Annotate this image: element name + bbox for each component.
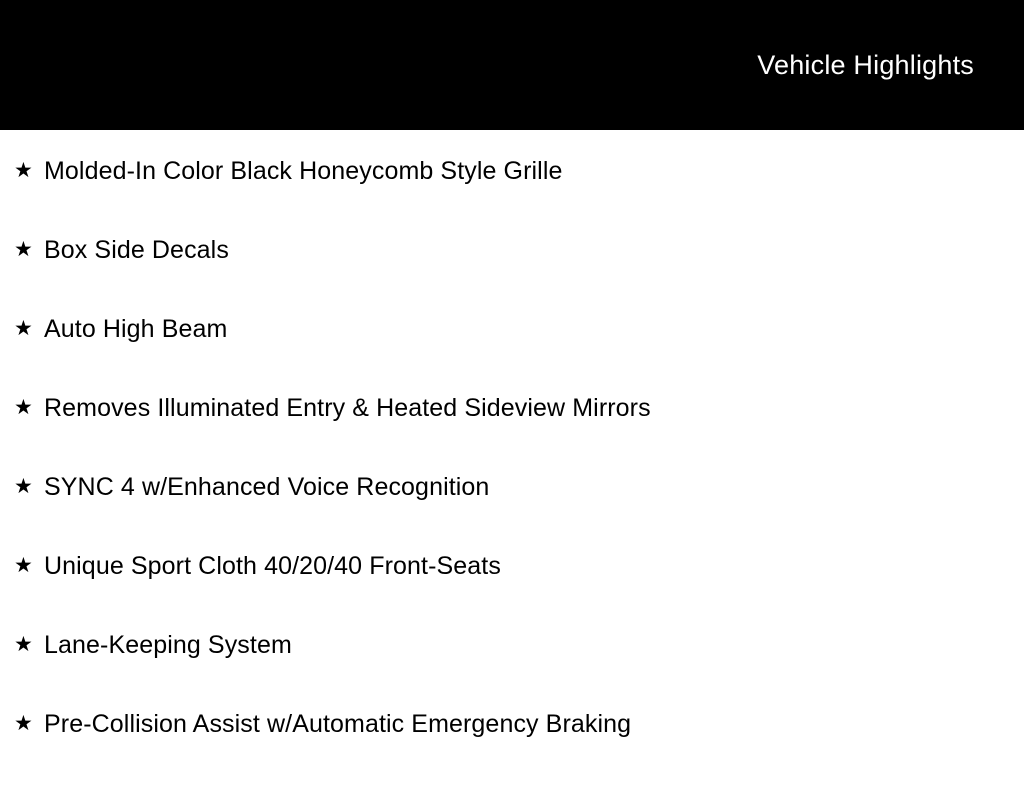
list-item [0,235,1024,314]
star-icon: ★ [14,475,33,498]
list-item-label: Pre-Collision Assist w/Automatic Emergency Braking [44,710,632,738]
list-item [0,551,1024,630]
star-icon: ★ [14,396,33,419]
star-icon: ★ [14,554,33,577]
list-item-label: SYNC 4 w/Enhanced Voice Recognition [44,473,490,501]
list-item [0,314,1024,393]
star-icon: ★ [14,633,33,656]
list-item-label: Unique Sport Cloth 40/20/40 Front-Seats [44,552,501,580]
list-item [0,630,1024,709]
list-item [0,156,1024,235]
list-item [0,393,1024,472]
star-icon: ★ [14,712,33,735]
vehicle-highlights-list [0,130,1024,788]
list-item [0,709,1024,788]
list-item-label: Box Side Decals [44,236,229,264]
list-item-label: Molded-In Color Black Honeycomb Style Grille [44,157,563,185]
list-item-label: Lane-Keeping System [44,631,292,659]
list-item-label: Removes Illuminated Entry & Heated Sideview Mirrors [44,394,651,422]
star-icon: ★ [14,238,33,261]
list-item [0,472,1024,551]
page-title: Vehicle Highlights [757,49,974,80]
star-icon: ★ [14,317,33,340]
star-icon: ★ [14,159,33,182]
list-item-label: Auto High Beam [44,315,228,343]
header-bar [0,0,1024,130]
